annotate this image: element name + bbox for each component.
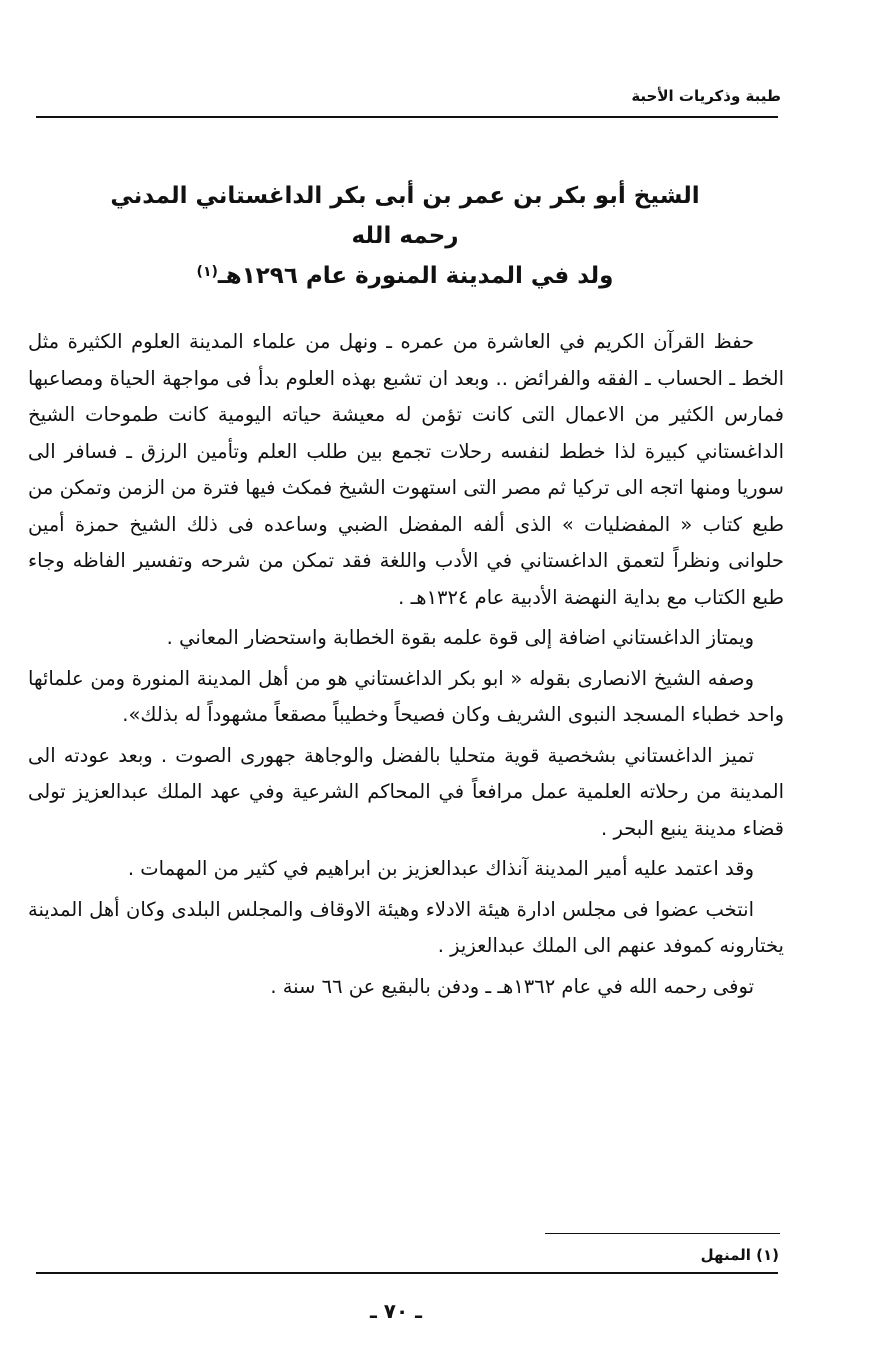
title-blessing: رحمه الله	[351, 223, 459, 249]
page-number: ـ ٧٠ ـ	[369, 1299, 423, 1323]
title-birth	[60, 256, 750, 296]
chapter-title	[60, 176, 750, 296]
paragraph-1: حفظ القرآن الكريم في العاشرة من عمره ـ ونهل من علماء المدينة العلوم الكثيرة مثل الخط ـ الحساب ـ الفقه والفرائض .. وبعد ان تشبع بهذه العلوم بدأ فى مواجهة الحياة ومصاعبها فمارس الكثير من الاعمال التى كانت تؤمن له معيشة حياته اليومية كانت طموحات الشيخ الداغستاني كبيرة لذا خطط لنفسه رحلات تجمع بين طلب العلم وتأمين الرزق ـ فسافر الى سوريا ومنها اتجه الى تركيا ثم مصر التى استهوت الشيخ فمكث فيها فترة من الزمن وتمكن من طبع كتاب « المفضليات » الذى ألفه المفضل الضبي وساعده فى ذلك الشيخ حمزة أمين حلوانى ونظراً لتعمق الداغستاني في الأدب واللغة فقد تمكن من شرحه وتفسير الفاظه وجاء طبع الكتاب مع بداية النهضة الأدبية عام ١٣٢٤هـ .	[28, 330, 784, 609]
footer-rule	[36, 1272, 778, 1274]
paragraph-4: تميز الداغستاني بشخصية قوية متحليا بالفضل والوجاهة جهورى الصوت . وبعد عودته الى المدينة من رحلاته العلمية عمل مرافعاً في المحاكم الشرعية وفي عهد الملك عبدالعزيز تولى قضاء مدينة ينبع البحر .	[28, 743, 784, 840]
title-name: الشيخ أبو بكر بن عمر بن أبى بكر الداغستاني المدني	[110, 183, 700, 209]
footnote-separator	[545, 1233, 780, 1234]
paragraph-5: وقد اعتمد عليه أمير المدينة آنذاك عبدالعزيز بن ابراهيم في كثير من المهمات .	[127, 857, 754, 880]
header-rule	[36, 116, 778, 118]
paragraph-7: توفى رحمه الله في عام ١٣٦٢هـ ـ ودفن بالبقيع عن ٦٦ سنة .	[270, 974, 754, 998]
footnote: (١) المنهل	[700, 1246, 779, 1264]
paragraph-2: ويمتاز الداغستاني اضافة إلى قوة علمه بقوة الخطابة واستحضار المعاني .	[166, 626, 754, 649]
body-text	[28, 324, 784, 1005]
footnote-reference: (١)	[196, 264, 218, 280]
title-birth-text: ولد في المدينة المنورة عام ١٢٩٦هـ	[217, 263, 614, 289]
running-header-title: طيبة وذكريات الأحبة	[631, 87, 781, 105]
paragraph-3: وصفه الشيخ الانصارى بقوله « ابو بكر الداغستاني هو من أهل المدينة المنورة ومن علمائها واحد خطباء المسجد النبوى الشريف وكان فصيحاً وخطيباً مصقعاً مشهوداً له بذلك».	[28, 666, 784, 726]
paragraph-6: انتخب عضوا فى مجلس ادارة هيئة الادلاء وهيئة الاوقاف والمجلس البلدى وكان أهل المدينة يختارونه كموفد عنهم الى الملك عبدالعزيز .	[28, 897, 784, 957]
